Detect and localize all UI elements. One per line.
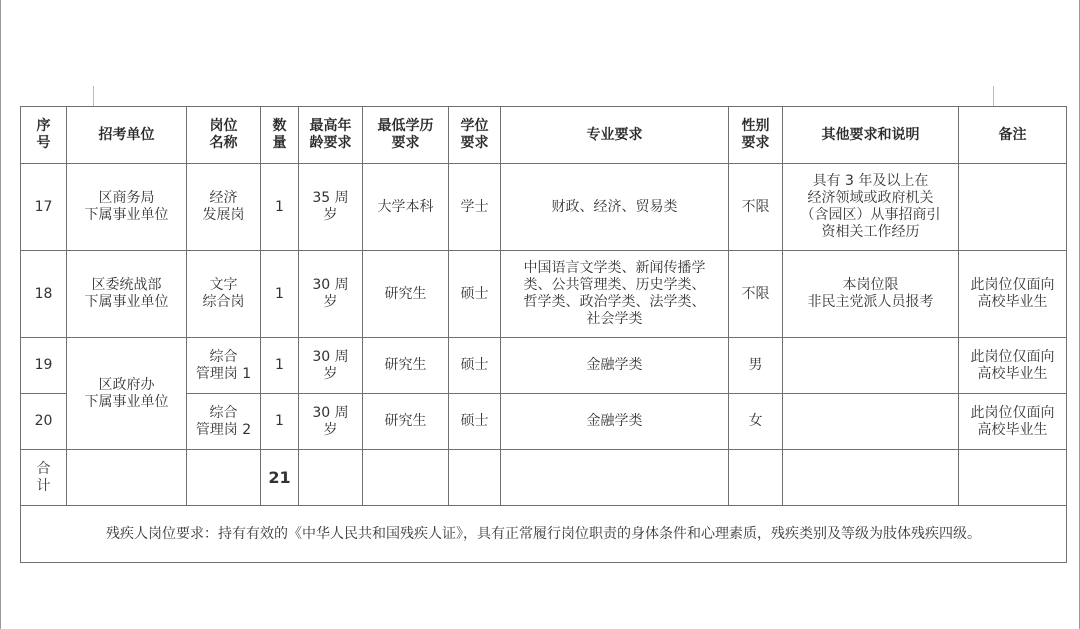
empty-cell bbox=[449, 450, 501, 506]
cell-seq: 20 bbox=[21, 394, 67, 450]
cell-age: 30 周 岁 bbox=[299, 251, 363, 338]
cell-count: 1 bbox=[261, 164, 299, 251]
total-row bbox=[21, 450, 1067, 506]
cell-post: 综合 管理岗 1 bbox=[187, 338, 261, 394]
header-post: 岗位 名称 bbox=[187, 107, 261, 164]
header-gender: 性别 要求 bbox=[729, 107, 783, 164]
cell-education: 大学本科 bbox=[363, 164, 449, 251]
empty-cell bbox=[959, 450, 1067, 506]
total-label: 合 计 bbox=[21, 450, 67, 506]
header-count: 数 量 bbox=[261, 107, 299, 164]
header-major: 专业要求 bbox=[501, 107, 729, 164]
cell-count: 1 bbox=[261, 394, 299, 450]
cell-gender: 男 bbox=[729, 338, 783, 394]
table-row bbox=[21, 338, 1067, 394]
empty-cell bbox=[729, 450, 783, 506]
cell-gender: 不限 bbox=[729, 164, 783, 251]
header-other: 其他要求和说明 bbox=[783, 107, 959, 164]
cell-other bbox=[783, 338, 959, 394]
empty-cell bbox=[501, 450, 729, 506]
header-education: 最低学历 要求 bbox=[363, 107, 449, 164]
note-row bbox=[21, 506, 1067, 563]
cell-remark: 此岗位仅面向 高校毕业生 bbox=[959, 338, 1067, 394]
crop-mark-right bbox=[993, 86, 994, 106]
cell-post: 综合 管理岗 2 bbox=[187, 394, 261, 450]
empty-cell bbox=[783, 450, 959, 506]
cell-post: 经济 发展岗 bbox=[187, 164, 261, 251]
cell-education: 研究生 bbox=[363, 394, 449, 450]
cell-remark: 此岗位仅面向 高校毕业生 bbox=[959, 251, 1067, 338]
cell-gender: 女 bbox=[729, 394, 783, 450]
cell-count: 1 bbox=[261, 338, 299, 394]
cell-major: 财政、经济、贸易类 bbox=[501, 164, 729, 251]
cell-unit: 区商务局 下属事业单位 bbox=[67, 164, 187, 251]
cell-unit: 区政府办 下属事业单位 bbox=[67, 338, 187, 450]
empty-cell bbox=[67, 450, 187, 506]
header-remark: 备注 bbox=[959, 107, 1067, 164]
cell-other bbox=[783, 394, 959, 450]
cell-education: 研究生 bbox=[363, 251, 449, 338]
cell-remark: 此岗位仅面向 高校毕业生 bbox=[959, 394, 1067, 450]
header-seq: 序 号 bbox=[21, 107, 67, 164]
cell-seq: 17 bbox=[21, 164, 67, 251]
header-age: 最高年 龄要求 bbox=[299, 107, 363, 164]
crop-mark-left bbox=[93, 86, 94, 106]
cell-gender: 不限 bbox=[729, 251, 783, 338]
table-row bbox=[21, 251, 1067, 338]
cell-count: 1 bbox=[261, 251, 299, 338]
cell-major: 金融学类 bbox=[501, 394, 729, 450]
cell-other: 具有 3 年及以上在 经济领域或政府机关 （含园区）从事招商引 资相关工作经历 bbox=[783, 164, 959, 251]
cell-major: 中国语言文学类、新闻传播学 类、公共管理类、历史学类、 哲学类、政治学类、法学类、 社会学类 bbox=[501, 251, 729, 338]
header-row bbox=[21, 107, 1067, 164]
empty-cell bbox=[187, 450, 261, 506]
cell-degree: 硕士 bbox=[449, 338, 501, 394]
recruitment-table bbox=[20, 106, 1067, 563]
cell-post: 文字 综合岗 bbox=[187, 251, 261, 338]
cell-major: 金融学类 bbox=[501, 338, 729, 394]
cell-age: 30 周 岁 bbox=[299, 338, 363, 394]
disability-note: 残疾人岗位要求：持有有效的《中华人民共和国残疾人证》，具有正常履行岗位职责的身体条件和心理素质，残疾类别及等级为肢体残疾四级。 bbox=[21, 506, 1067, 563]
empty-cell bbox=[299, 450, 363, 506]
cell-seq: 18 bbox=[21, 251, 67, 338]
header-unit: 招考单位 bbox=[67, 107, 187, 164]
empty-cell bbox=[363, 450, 449, 506]
total-count: 21 bbox=[261, 450, 299, 506]
header-degree: 学位 要求 bbox=[449, 107, 501, 164]
cell-degree: 硕士 bbox=[449, 251, 501, 338]
cell-degree: 硕士 bbox=[449, 394, 501, 450]
cell-other: 本岗位限 非民主党派人员报考 bbox=[783, 251, 959, 338]
cell-age: 30 周 岁 bbox=[299, 394, 363, 450]
cell-age: 35 周 岁 bbox=[299, 164, 363, 251]
cell-unit: 区委统战部 下属事业单位 bbox=[67, 251, 187, 338]
cell-degree: 学士 bbox=[449, 164, 501, 251]
table-row bbox=[21, 164, 1067, 251]
cell-seq: 19 bbox=[21, 338, 67, 394]
cell-remark bbox=[959, 164, 1067, 251]
cell-education: 研究生 bbox=[363, 338, 449, 394]
